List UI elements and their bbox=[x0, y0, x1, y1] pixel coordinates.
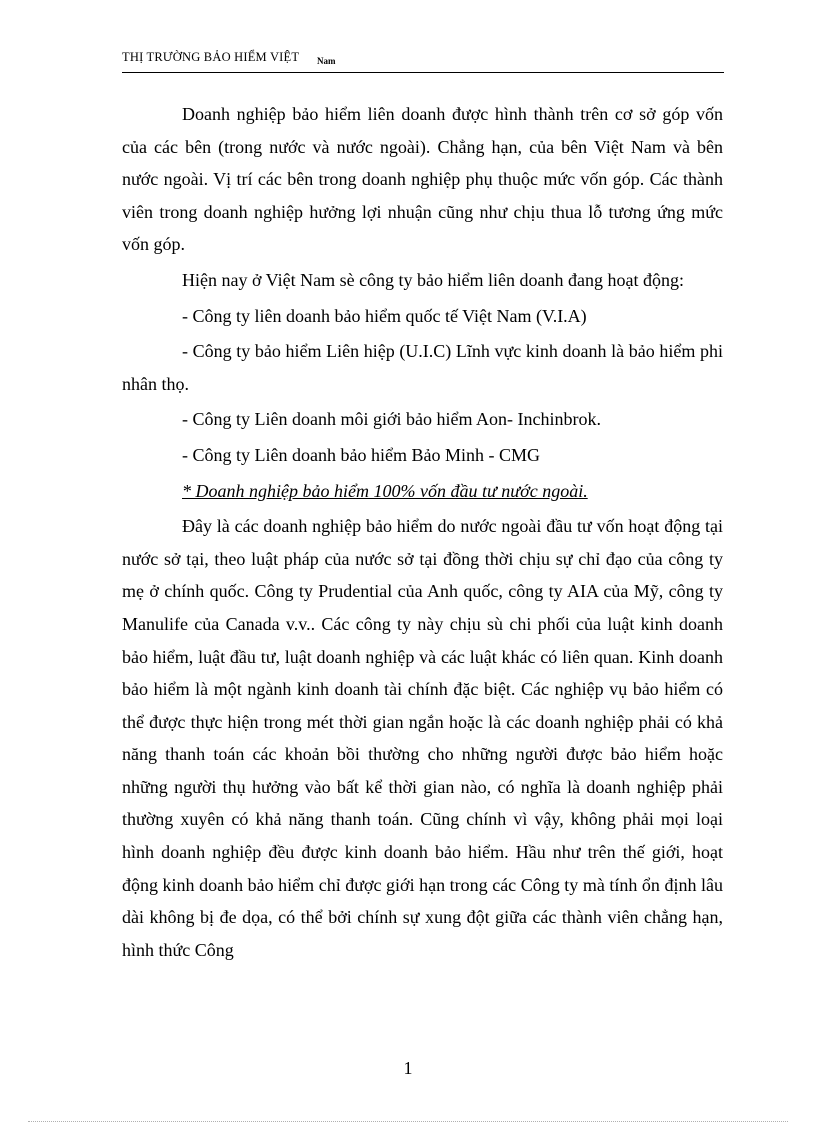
header-title: THỊ TRƯỜNG BẢO HIỂM VIỆT bbox=[122, 50, 300, 64]
list-item: - Công ty Liên doanh bảo hiểm Bảo Minh - CMG bbox=[182, 444, 540, 465]
list-item: - Công ty liên doanh bảo hiểm quốc tế Việt Nam (V.I.A) bbox=[182, 305, 587, 326]
list-item: - Công ty bảo hiểm Liên hiệp (U.I.C) Lĩnh vực kinh doanh là bảo hiểm phi nhân thọ. bbox=[122, 341, 723, 394]
paragraph-current-companies: Hiện nay ở Việt Nam sè công ty bảo hiểm liên doanh đang hoạt động: bbox=[182, 269, 684, 290]
section-heading: * Doanh nghiệp bảo hiểm 100% vốn đầu tư nước ngoài. bbox=[182, 480, 588, 501]
page-header bbox=[122, 50, 724, 73]
document-body bbox=[122, 98, 723, 969]
page-number: 1 bbox=[403, 1058, 413, 1078]
paragraph-joint-venture: Doanh nghiệp bảo hiểm liên doanh được hình thành trên cơ sở góp vốn của các bên (trong nước và nước ngoài). Chẳng hạn, của bên Việt Nam và bên nước ngoài. Vị trí các bên trong doanh nghiệp phụ thuộc mức vốn góp. Các thành viên trong doanh nghiệp hưởng lợi nhuận cũng như chịu thua lỗ tương ứng mức vốn góp. bbox=[122, 104, 723, 255]
header-suffix: Nam bbox=[317, 56, 336, 66]
list-item: - Công ty Liên doanh môi giới bảo hiểm Aon- Inchinbrok. bbox=[182, 409, 601, 430]
paragraph-foreign-owned: Đây là các doanh nghiệp bảo hiểm do nước ngoài đầu tư vốn hoạt động tại nước sở tại, theo luật pháp của nước sở tại đồng thời chịu sự chỉ đạo của công ty mẹ ở chính quốc. Công ty Prudential của Anh quốc, công ty AIA của Mỹ, công ty Manulife của Canada v.v.. Các công ty này chịu sù chi phối của luật kinh doanh bảo hiểm, luật đầu tư, luật doanh nghiệp và các luật khác có liên quan. Kinh doanh bảo hiểm là một ngành kinh doanh tài chính đặc biệt. Các nghiệp vụ bảo hiểm có thể được thực hiện trong mét thời gian ngắn hoặc là các doanh nghiệp phải có khả năng thanh toán các khoản bồi thường cho những người được bảo hiểm hoặc những người thụ hưởng vào bất kể thời gian nào, có nghĩa là doanh nghiệp phải thường xuyên có khả năng thanh toán. Cũng chính vì vậy, không phải mọi loại hình doanh nghiệp đều được kinh doanh bảo hiểm. Hầu như trên thế giới, hoạt động kinh doanh bảo hiểm chỉ được giới hạn trong các Công ty mà tính ổn định lâu dài không bị đe dọa, có thể bởi chính sự xung đột giữa các thành viên chẳng hạn, hình thức Công bbox=[122, 516, 723, 960]
page-bottom-divider bbox=[28, 1121, 788, 1122]
